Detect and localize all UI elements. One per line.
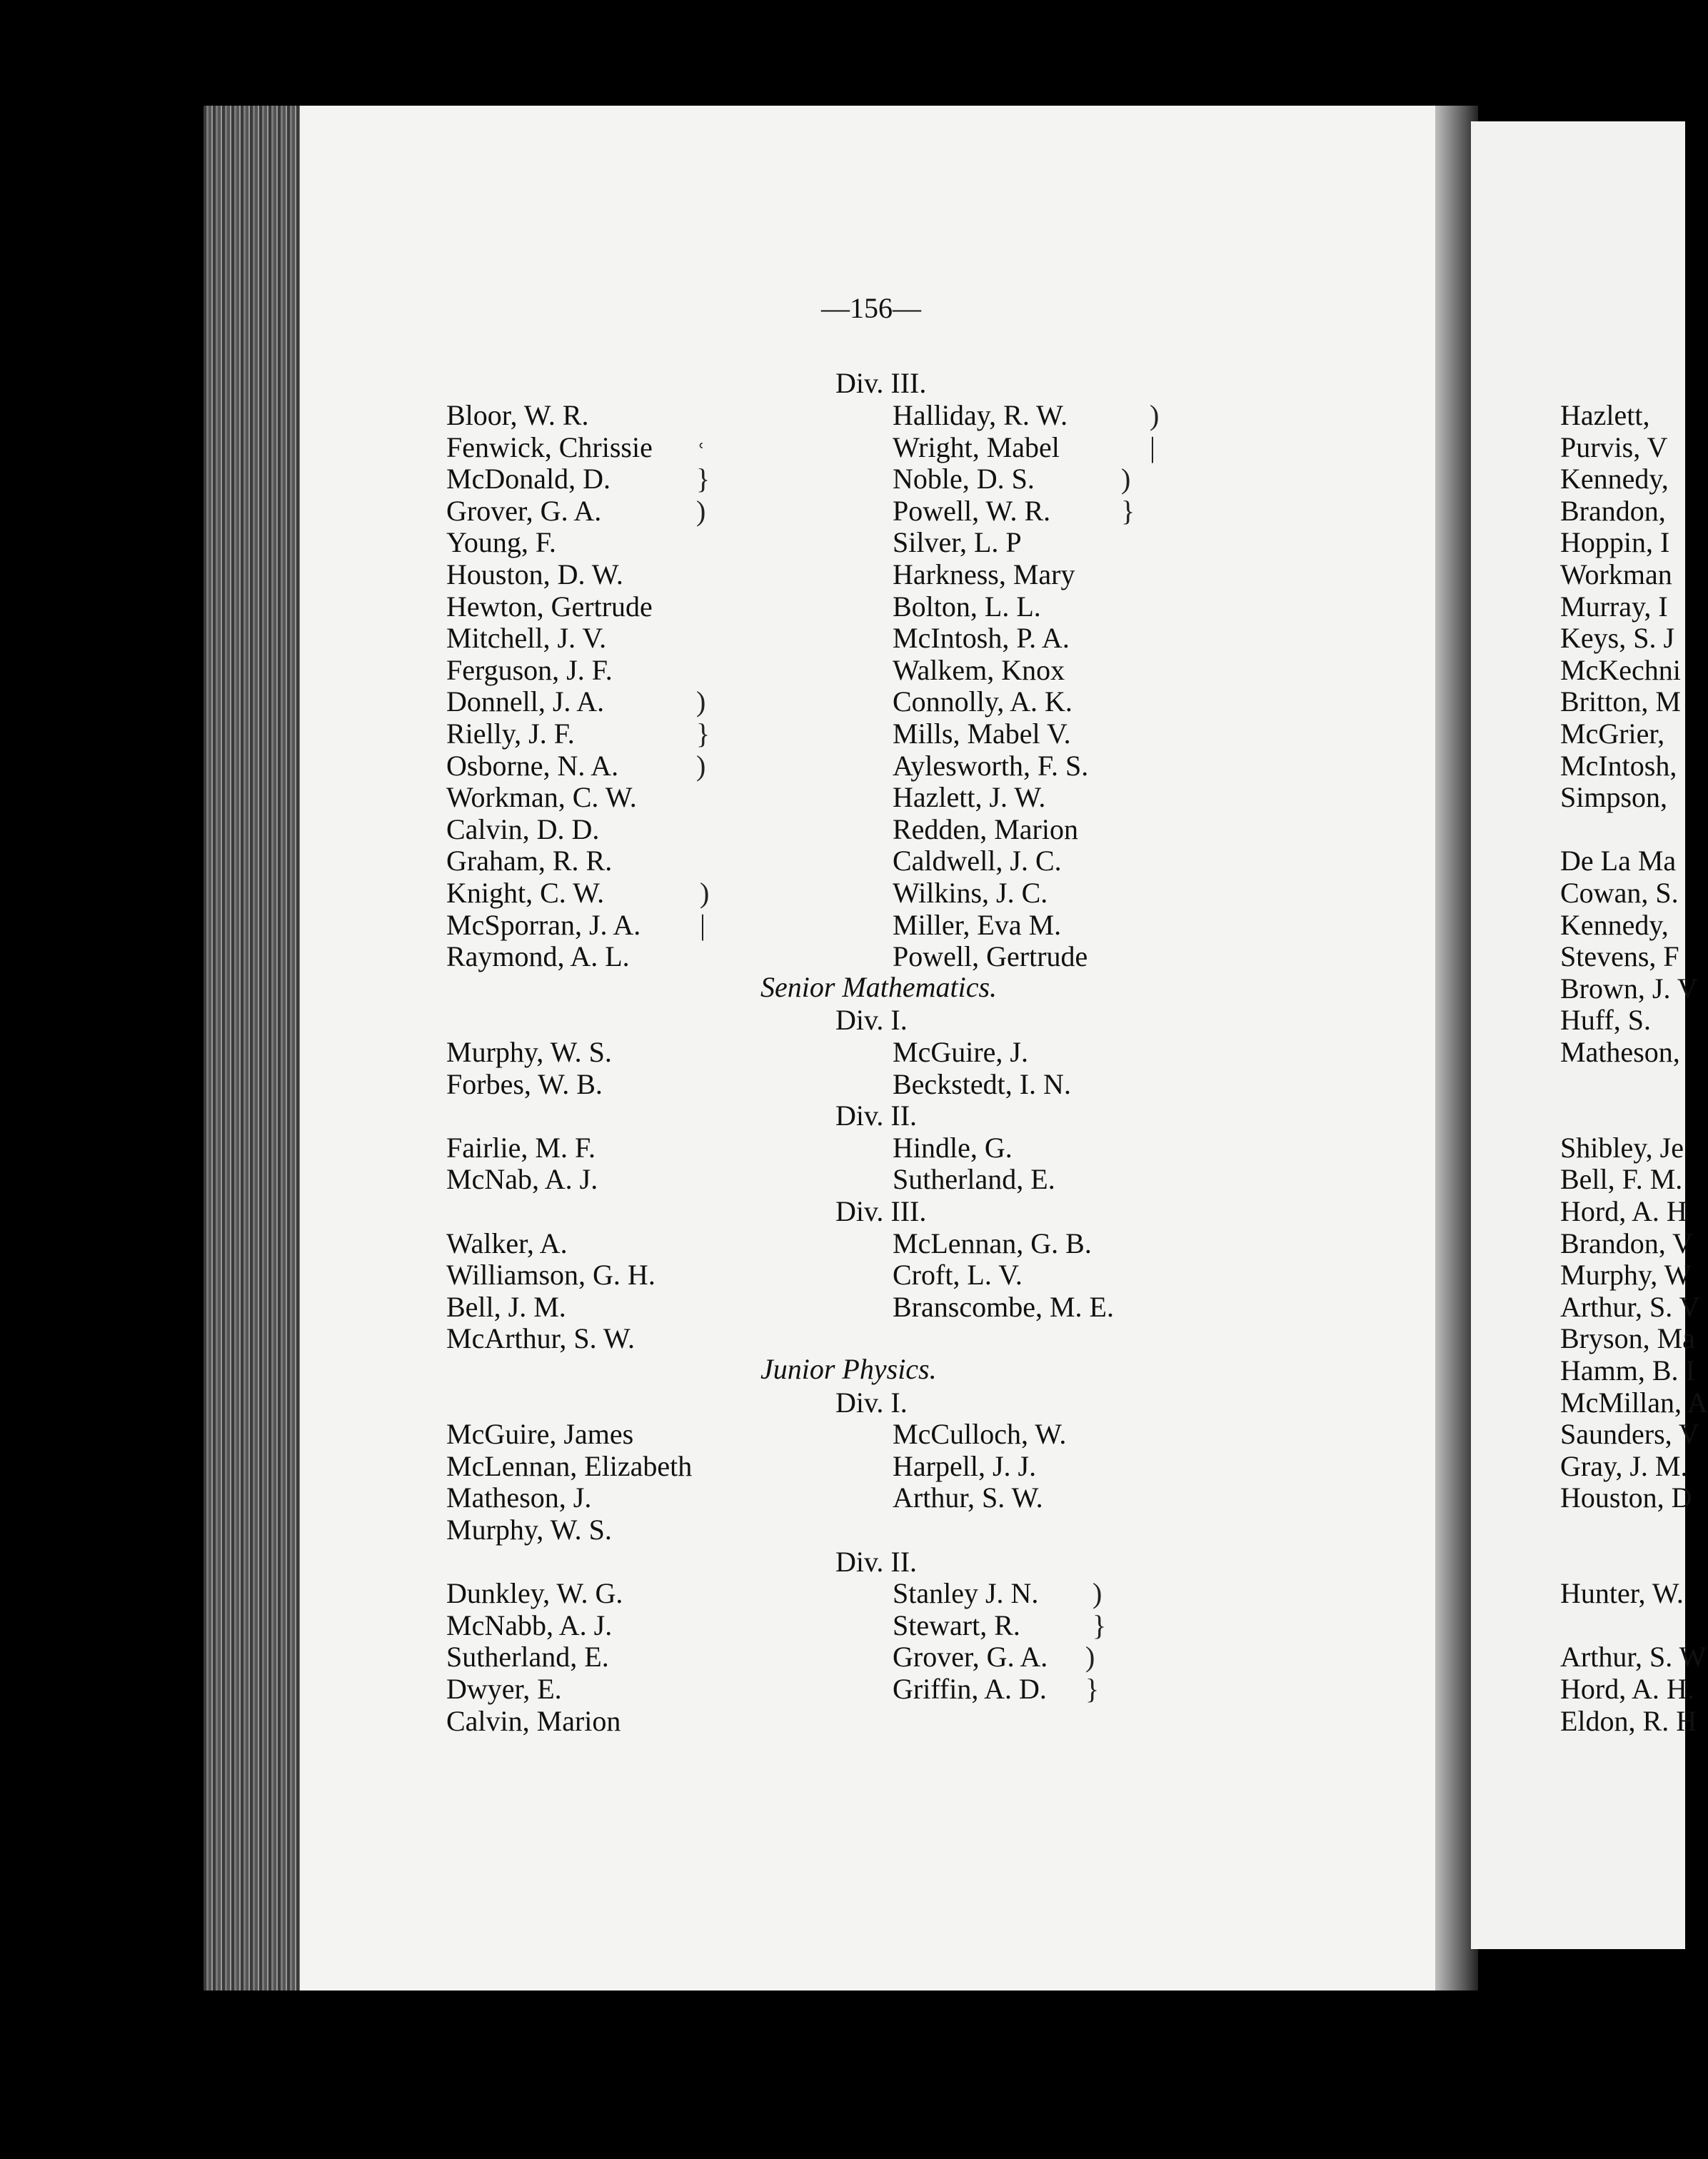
bracket-mark: ) (696, 685, 706, 718)
right-page-name-fragment: McGrier, (1560, 718, 1665, 750)
right-page-name-fragment: Simpson, (1560, 781, 1668, 814)
name-entry: McLennan, G. B. (893, 1227, 1092, 1259)
name-entry: Calvin, Marion (446, 1704, 621, 1737)
name-entry: McNabb, A. J. (446, 1609, 613, 1641)
name-entry: Raymond, A. L. (446, 940, 630, 973)
right-page-name-fragment: Keys, S. J (1560, 622, 1675, 655)
name-entry: Grover, G. A. (446, 494, 602, 527)
right-page-name-fragment: Bell, F. M. (1560, 1163, 1683, 1196)
name-entry: Powell, W. R. (893, 494, 1051, 527)
right-page-name-fragment: Hord, A. H. (1560, 1673, 1694, 1705)
bracket-mark: | (1150, 431, 1156, 463)
name-entry: Young, F. (446, 526, 556, 559)
name-entry: Miller, Eva M. (893, 908, 1062, 941)
right-page-name-fragment: Shibley, Je (1560, 1131, 1684, 1164)
division-heading: Div. II. (835, 1099, 918, 1132)
right-page-name-fragment: Hunter, W. (1560, 1577, 1684, 1610)
name-entry: Mitchell, J. V. (446, 622, 607, 655)
bracket-mark: ) (696, 749, 706, 782)
name-entry: Williamson, G. H. (446, 1259, 655, 1292)
name-entry: Stewart, R. (893, 1609, 1020, 1641)
name-entry: Aylesworth, F. S. (893, 749, 1089, 782)
name-entry: Fenwick, Chrissie (446, 431, 653, 463)
name-entry: Mills, Mabel V. (893, 718, 1071, 750)
right-page-name-fragment: McMillan, A (1560, 1386, 1708, 1419)
right-page-name-fragment: Eldon, R. H (1560, 1704, 1697, 1737)
right-page-name-fragment: McKechni (1560, 653, 1681, 686)
name-entry: Dunkley, W. G. (446, 1577, 623, 1610)
right-page-name-fragment: McIntosh, (1560, 749, 1677, 782)
right-page-name-fragment: Hazlett, (1560, 399, 1650, 431)
name-entry: Arthur, S. W. (893, 1481, 1043, 1514)
right-page-name-fragment: Gray, J. M. (1560, 1449, 1688, 1482)
right-page-name-fragment: Brown, J. V (1560, 972, 1698, 1005)
right-page-name-fragment: Brandon, V (1560, 1227, 1693, 1259)
name-entry: Rielly, J. F. (446, 718, 575, 750)
right-page-name-fragment: Cowan, S. (1560, 877, 1679, 909)
name-entry: McNab, A. J. (446, 1163, 598, 1196)
name-entry: Halliday, R. W. (893, 399, 1068, 431)
name-entry: Wilkins, J. C. (893, 877, 1048, 909)
section-heading: Junior Physics. (760, 1353, 937, 1385)
name-entry: Noble, D. S. (893, 463, 1035, 495)
name-entry: Stanley J. N. (893, 1577, 1039, 1610)
name-entry: Redden, Marion (893, 812, 1078, 845)
name-entry: Calvin, D. D. (446, 812, 600, 845)
section-heading: Senior Mathematics. (760, 970, 998, 1003)
right-page-name-fragment: Kennedy, (1560, 463, 1669, 495)
right-page-name-fragment: Saunders, V (1560, 1418, 1699, 1451)
name-entry: Powell, Gertrude (893, 940, 1088, 973)
name-entry: Forbes, W. B. (446, 1067, 603, 1100)
name-entry: Walkem, Knox (893, 653, 1065, 686)
right-page-name-fragment: Arthur, S. W (1560, 1641, 1707, 1674)
bracket-mark: ʿ (696, 437, 706, 470)
name-entry: Sutherland, E. (893, 1163, 1055, 1196)
name-entry: Graham, R. R. (446, 845, 613, 877)
bracket-mark: } (1092, 1609, 1107, 1641)
right-page-name-fragment: Hoppin, I (1560, 526, 1670, 559)
bracket-mark: } (1121, 494, 1135, 527)
bracket-mark: ) (696, 494, 706, 527)
right-page-name-fragment: Matheson, (1560, 1036, 1680, 1068)
name-entry: Murphy, W. S. (446, 1514, 612, 1546)
right-page-name-fragment: Bryson, Ma (1560, 1322, 1695, 1355)
name-entry: Workman, C. W. (446, 781, 637, 814)
name-entry: Croft, L. V. (893, 1259, 1023, 1292)
name-entry: Silver, L. P (893, 526, 1022, 559)
name-entry: Sutherland, E. (446, 1641, 609, 1674)
name-entry: Donnell, J. A. (446, 685, 605, 718)
name-entry: Harkness, Mary (893, 558, 1075, 590)
name-entry: Fairlie, M. F. (446, 1131, 596, 1164)
bracket-mark: } (1085, 1673, 1100, 1705)
name-entry: McArthur, S. W. (446, 1322, 635, 1355)
bracket-mark: ) (1121, 463, 1131, 495)
name-entry: McLennan, Elizabeth (446, 1449, 693, 1482)
right-page-name-fragment: Hord, A. H (1560, 1195, 1687, 1227)
name-entry: Bloor, W. R. (446, 399, 589, 431)
name-entry: Murphy, W. S. (446, 1036, 612, 1068)
page-number: —156— (821, 292, 921, 324)
name-entry: Harpell, J. J. (893, 1449, 1037, 1482)
name-entry: Hazlett, J. W. (893, 781, 1046, 814)
division-heading: Div. III. (835, 367, 927, 400)
right-page-name-fragment: Brandon, (1560, 494, 1666, 527)
name-entry: Bolton, L. L. (893, 590, 1041, 623)
name-entry: McSporran, J. A. (446, 908, 641, 941)
division-heading: Div. I. (835, 1004, 908, 1037)
right-page-name-fragment: Hamm, B. I (1560, 1354, 1695, 1387)
division-heading: Div. I. (835, 1386, 908, 1419)
right-page-name-fragment: Purvis, V (1560, 431, 1668, 463)
name-entry: Griffin, A. D. (893, 1673, 1047, 1705)
name-entry: McIntosh, P. A. (893, 622, 1070, 655)
bracket-mark: ) (1150, 399, 1160, 431)
name-entry: Hewton, Gertrude (446, 590, 653, 623)
bracket-mark: ) (700, 877, 710, 909)
name-entry: Hindle, G. (893, 1131, 1013, 1164)
bracket-mark: } (696, 463, 710, 495)
name-entry: Connolly, A. K. (893, 685, 1072, 718)
right-page-name-fragment: De La Ma (1560, 845, 1677, 877)
name-entry: McCulloch, W. (893, 1418, 1067, 1451)
name-entry: Wright, Mabel (893, 431, 1060, 463)
right-page-name-fragment: Arthur, S. V (1560, 1290, 1700, 1323)
right-page (1471, 121, 1708, 1949)
left-page (300, 106, 1435, 1991)
name-entry: Beckstedt, I. N. (893, 1067, 1071, 1100)
right-page-name-fragment: Murray, I (1560, 590, 1668, 623)
bracket-mark: ) (1092, 1577, 1102, 1610)
name-entry: Branscombe, M. E. (893, 1290, 1114, 1323)
name-entry: Osborne, N. A. (446, 749, 619, 782)
division-heading: Div. III. (835, 1195, 927, 1227)
name-entry: Dwyer, E. (446, 1673, 562, 1705)
bracket-mark: } (696, 718, 710, 750)
name-entry: Caldwell, J. C. (893, 845, 1062, 877)
right-page-name-fragment: Murphy, W (1560, 1259, 1692, 1292)
right-page-name-fragment: Huff, S. (1560, 1004, 1652, 1037)
right-page-name-fragment: Stevens, F (1560, 940, 1679, 973)
name-entry: McGuire, James (446, 1418, 634, 1451)
name-entry: Houston, D. W. (446, 558, 623, 590)
division-heading: Div. II. (835, 1545, 918, 1578)
name-entry: McDonald, D. (446, 463, 611, 495)
book-page-edges (204, 106, 302, 1991)
name-entry: McGuire, J. (893, 1036, 1028, 1068)
name-entry: Ferguson, J. F. (446, 653, 613, 686)
name-entry: Bell, J. M. (446, 1290, 566, 1323)
bracket-mark: | (700, 908, 706, 941)
right-page-name-fragment: Britton, M (1560, 685, 1681, 718)
name-entry: Knight, C. W. (446, 877, 605, 909)
right-page-name-fragment: Workman (1560, 558, 1672, 590)
right-page-name-fragment: Kennedy, (1560, 908, 1669, 941)
right-page-name-fragment: Houston, D (1560, 1481, 1692, 1514)
name-entry: Matheson, J. (446, 1481, 592, 1514)
name-entry: Grover, G. A. (893, 1641, 1048, 1674)
name-entry: Walker, A. (446, 1227, 568, 1259)
bracket-mark: ) (1085, 1641, 1095, 1674)
